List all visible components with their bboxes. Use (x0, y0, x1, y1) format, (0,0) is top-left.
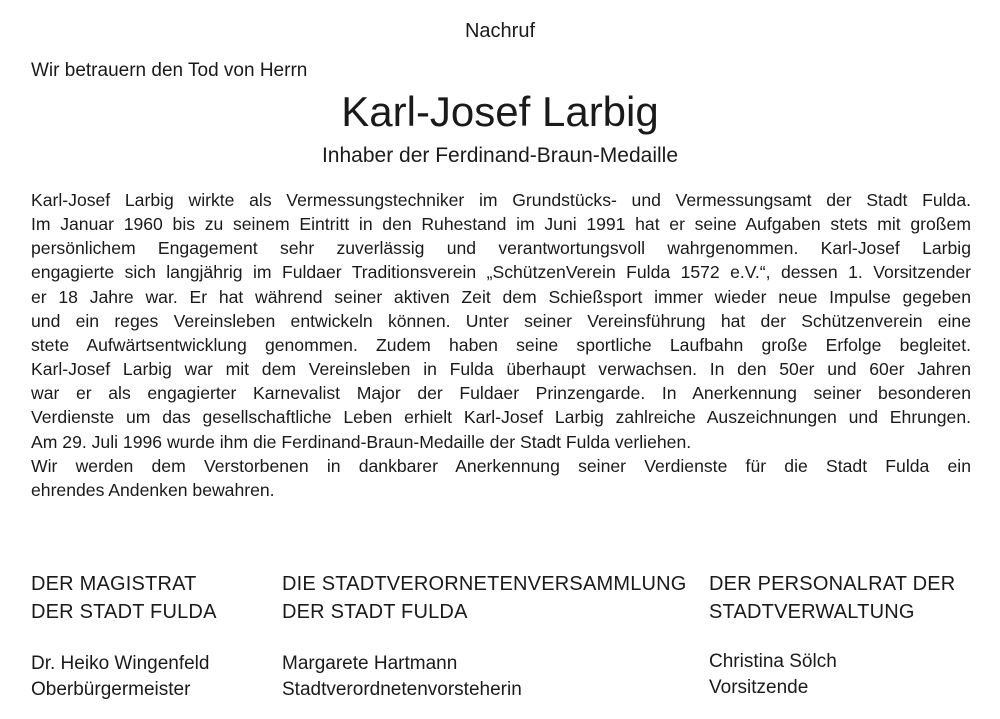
signatory-person-title: Stadtverordnetenvorsteherin (282, 679, 522, 700)
signatory-person (31, 651, 209, 703)
signatory-person-name: Dr. Heiko Wingenfeld (31, 653, 210, 674)
text-line: ehrendes Andenken bewahren. (31, 479, 275, 500)
text-line: Wir werden dem Verstorbenen in dankbarer Anerkennung seiner Verdienste für die Stadt Fulda ein (31, 455, 971, 476)
notice-heading: Nachruf (464, 20, 536, 42)
signatory-assembly (282, 570, 687, 700)
signatory-person-name: Christina Sölch (709, 651, 837, 672)
signatory-person (709, 649, 837, 701)
signatory-magistrat (31, 570, 217, 700)
deceased-name: Karl-Josef Larbig (341, 88, 659, 135)
honor-line: Inhaber der Ferdinand-Braun-Medaille (321, 144, 679, 167)
signatory-org-line: STADTVERWALTUNG (709, 601, 915, 623)
text-line: Karl-Josef Larbig wirkte als Vermessungstechniker im Grundstücks- und Vermessungsamt der Stadt Fulda. (31, 190, 971, 210)
obituary-text (31, 188, 971, 502)
signatory-person-title: Vorsitzende (709, 677, 809, 698)
text-line: Im Januar 1960 bis zu seinem Eintritt in den Ruhestand im Juni 1991 hat er seine Aufgaben stets mit großem (31, 214, 971, 235)
signatory-org-line: DER STADT FULDA (282, 601, 468, 623)
text-line: stete Aufwärtsentwicklung genommen. Zudem haben seine sportliche Laufbahn große Erfolge begleitet. (31, 334, 971, 355)
text-line: war er als engagierter Karnevalist Major der Fuldaer Prinzengarde. In Anerkennung seiner besonderen (31, 383, 971, 404)
text-line: er 18 Jahre war. Er hat während seiner aktiven Zeit dem Schießsport immer wieder neue Impulse gegeben (31, 286, 971, 307)
text-line: Am 29. Juli 1996 wurde ihm die Ferdinand-Braun-Medaille der Stadt Fulda verliehen. (31, 431, 692, 452)
signatory-person-name: Margarete Hartmann (282, 653, 458, 674)
text-line: Karl-Josef Larbig war mit dem Vereinsleben in Fulda überhaupt verwachsen. In den 50er und 60er Jahren (31, 359, 971, 380)
signatory-person-title: Oberbürgermeister (31, 679, 191, 700)
text-line: und ein reges Vereinsleben entwickeln können. Unter seiner Vereinsführung hat der Schützenverein eine (31, 310, 971, 331)
text-line: persönlichem Engagement sehr zuverlässig und verantwortungsvoll wahrgenommen. Karl-Josef Larbig (31, 238, 971, 259)
signatory-org-line: DER MAGISTRAT (31, 573, 197, 595)
signatory-org-line: DER STADT FULDA (31, 601, 217, 623)
text-line: engagierte sich langjährig im Fuldaer Traditionsverein „SchützenVerein Fulda 1572 e.V.“, dessen 1. Vorsitzender (31, 262, 971, 283)
signatory-org-line: DER PERSONALRAT DER (709, 573, 956, 595)
signatory-org-line: DIE STADTVERORNETENVERSAMMLUNG (282, 573, 687, 595)
intro-line: Wir betrauern den Tod von Herrn (31, 60, 308, 81)
signatory-person (282, 651, 522, 703)
signatory-staff-council (709, 570, 956, 698)
text-line: Verdienste um das gesellschaftliche Leben erhielt Karl-Josef Larbig zahlreiche Auszeichnungen und Ehrungen. (31, 407, 971, 428)
